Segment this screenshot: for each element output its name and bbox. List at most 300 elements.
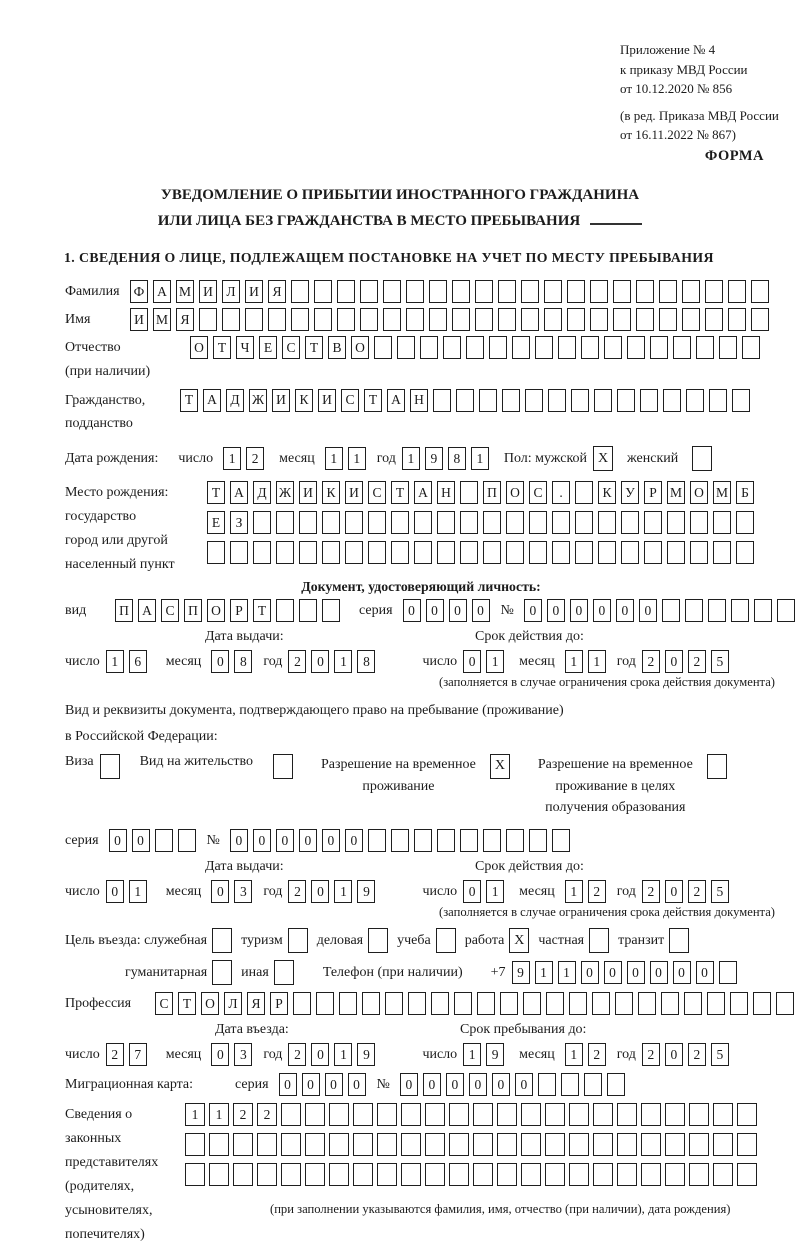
char-cell[interactable] [621, 511, 639, 534]
char-cell[interactable] [615, 992, 633, 1015]
char-cell[interactable] [575, 511, 593, 534]
char-cell[interactable] [401, 1103, 421, 1126]
char-cell-filled[interactable]: 5 [711, 650, 729, 673]
char-cell-filled[interactable]: В [328, 336, 346, 359]
char-cell-filled[interactable]: 0 [299, 829, 317, 852]
char-cell[interactable] [322, 511, 340, 534]
char-cell[interactable] [641, 1163, 661, 1186]
char-cell-filled[interactable]: 2 [688, 1043, 706, 1066]
char-cell[interactable] [207, 541, 225, 564]
female-checkbox[interactable] [692, 446, 712, 471]
char-cell-filled[interactable]: И [130, 308, 148, 331]
char-cell[interactable] [690, 511, 708, 534]
char-cell[interactable] [545, 1133, 565, 1156]
business-checkbox[interactable] [368, 928, 388, 953]
char-cell-filled[interactable]: М [153, 308, 171, 331]
char-cell[interactable] [521, 1163, 541, 1186]
char-cell-filled[interactable]: 1 [325, 447, 343, 470]
char-cell-filled[interactable]: 0 [581, 961, 599, 984]
char-cell-filled[interactable]: 0 [650, 961, 668, 984]
char-cell-filled[interactable]: 9 [357, 1043, 375, 1066]
char-cell-filled[interactable]: 2 [688, 880, 706, 903]
char-cell-filled[interactable]: 2 [246, 447, 264, 470]
char-cell-filled[interactable]: Д [253, 481, 271, 504]
char-cell[interactable] [521, 1103, 541, 1126]
char-cell-filled[interactable]: О [201, 992, 219, 1015]
char-cell-filled[interactable]: 0 [400, 1073, 418, 1096]
char-cell[interactable] [584, 1073, 602, 1096]
char-cell[interactable] [667, 541, 685, 564]
char-cell[interactable] [650, 336, 668, 359]
char-cell[interactable] [682, 280, 700, 303]
char-cell[interactable] [281, 1133, 301, 1156]
char-cell[interactable] [479, 389, 497, 412]
char-cell-filled[interactable]: 1 [334, 880, 352, 903]
char-cell-filled[interactable]: А [153, 280, 171, 303]
char-cell[interactable] [737, 1133, 757, 1156]
char-cell[interactable] [593, 1103, 613, 1126]
char-cell[interactable] [406, 280, 424, 303]
char-cell[interactable] [707, 992, 725, 1015]
char-cell[interactable] [641, 1103, 661, 1126]
char-cell[interactable] [604, 336, 622, 359]
char-cell[interactable] [673, 336, 691, 359]
char-cell-filled[interactable]: 8 [234, 650, 252, 673]
char-cell[interactable] [374, 336, 392, 359]
char-cell[interactable] [329, 1103, 349, 1126]
residence-permit-checkbox[interactable] [273, 754, 293, 779]
char-cell-filled[interactable]: 0 [403, 599, 421, 622]
char-cell[interactable] [362, 992, 380, 1015]
char-cell[interactable] [546, 992, 564, 1015]
char-cell[interactable] [728, 308, 746, 331]
char-cell-filled[interactable]: 5 [711, 880, 729, 903]
char-cell[interactable] [209, 1133, 229, 1156]
char-cell[interactable] [667, 511, 685, 534]
char-cell[interactable] [569, 992, 587, 1015]
char-cell[interactable] [529, 829, 547, 852]
char-cell[interactable] [185, 1133, 205, 1156]
char-cell-filled[interactable]: 1 [565, 1043, 583, 1066]
char-cell-filled[interactable]: П [483, 481, 501, 504]
char-cell[interactable] [506, 829, 524, 852]
char-cell-filled[interactable]: 1 [486, 650, 504, 673]
char-cell[interactable] [230, 541, 248, 564]
char-cell-filled[interactable]: 0 [325, 1073, 343, 1096]
char-cell-filled[interactable]: 1 [402, 447, 420, 470]
char-cell-filled[interactable]: 0 [253, 829, 271, 852]
char-cell[interactable] [329, 1133, 349, 1156]
char-cell[interactable] [502, 389, 520, 412]
char-cell[interactable] [545, 1103, 565, 1126]
char-cell-filled[interactable]: 0 [639, 599, 657, 622]
visa-checkbox[interactable] [100, 754, 120, 779]
char-cell[interactable] [337, 280, 355, 303]
char-cell[interactable] [209, 1163, 229, 1186]
char-cell[interactable] [449, 1133, 469, 1156]
char-cell[interactable] [593, 1163, 613, 1186]
char-cell[interactable] [538, 1073, 556, 1096]
char-cell-filled[interactable]: 8 [357, 650, 375, 673]
char-cell[interactable] [452, 308, 470, 331]
char-cell[interactable] [391, 511, 409, 534]
humanitarian-checkbox[interactable] [212, 960, 232, 985]
char-cell-filled[interactable]: 2 [233, 1103, 253, 1126]
char-cell[interactable] [431, 992, 449, 1015]
char-cell[interactable] [233, 1163, 253, 1186]
char-cell-filled[interactable]: А [230, 481, 248, 504]
char-cell-filled[interactable]: 0 [665, 880, 683, 903]
char-cell-filled[interactable]: Н [410, 389, 428, 412]
char-cell-filled[interactable]: 0 [616, 599, 634, 622]
char-cell[interactable] [360, 280, 378, 303]
char-cell-filled[interactable]: 0 [515, 1073, 533, 1096]
char-cell-filled[interactable]: А [203, 389, 221, 412]
char-cell-filled[interactable]: 1 [588, 650, 606, 673]
char-cell[interactable] [314, 308, 332, 331]
char-cell-filled[interactable]: С [282, 336, 300, 359]
char-cell[interactable] [353, 1133, 373, 1156]
char-cell[interactable] [460, 541, 478, 564]
char-cell[interactable] [383, 308, 401, 331]
char-cell[interactable] [385, 992, 403, 1015]
male-checkbox[interactable]: X [593, 446, 613, 471]
char-cell-filled[interactable]: 0 [696, 961, 714, 984]
char-cell[interactable] [575, 481, 593, 504]
char-cell-filled[interactable]: Я [176, 308, 194, 331]
char-cell-filled[interactable]: Т [207, 481, 225, 504]
char-cell[interactable] [590, 308, 608, 331]
char-cell[interactable] [613, 308, 631, 331]
char-cell[interactable] [728, 280, 746, 303]
char-cell[interactable] [696, 336, 714, 359]
char-cell-filled[interactable]: 1 [223, 447, 241, 470]
char-cell-filled[interactable]: Л [224, 992, 242, 1015]
official-checkbox[interactable] [212, 928, 232, 953]
char-cell-filled[interactable]: О [351, 336, 369, 359]
char-cell[interactable] [408, 992, 426, 1015]
char-cell[interactable] [569, 1133, 589, 1156]
char-cell[interactable] [709, 389, 727, 412]
char-cell-filled[interactable]: 1 [565, 650, 583, 673]
char-cell[interactable] [593, 1133, 613, 1156]
char-cell-filled[interactable]: 0 [469, 1073, 487, 1096]
char-cell[interactable] [425, 1133, 445, 1156]
char-cell[interactable] [736, 511, 754, 534]
char-cell[interactable] [483, 829, 501, 852]
char-cell-filled[interactable]: 1 [535, 961, 553, 984]
char-cell-filled[interactable]: 0 [673, 961, 691, 984]
char-cell-filled[interactable]: 9 [425, 447, 443, 470]
char-cell[interactable] [414, 511, 432, 534]
char-cell-filled[interactable]: 0 [524, 599, 542, 622]
char-cell-filled[interactable]: А [414, 481, 432, 504]
char-cell[interactable] [690, 541, 708, 564]
char-cell-filled[interactable]: 0 [593, 599, 611, 622]
char-cell-filled[interactable]: 2 [588, 1043, 606, 1066]
tourism-checkbox[interactable] [288, 928, 308, 953]
char-cell[interactable] [305, 1103, 325, 1126]
char-cell-filled[interactable]: 2 [288, 1043, 306, 1066]
char-cell-filled[interactable]: И [345, 481, 363, 504]
char-cell[interactable] [525, 389, 543, 412]
char-cell[interactable] [529, 541, 547, 564]
char-cell[interactable] [713, 1163, 733, 1186]
char-cell[interactable] [641, 1133, 661, 1156]
char-cell[interactable] [322, 599, 340, 622]
char-cell[interactable] [281, 1103, 301, 1126]
char-cell[interactable] [500, 992, 518, 1015]
char-cell[interactable] [708, 599, 726, 622]
char-cell[interactable] [475, 280, 493, 303]
char-cell-filled[interactable]: К [322, 481, 340, 504]
char-cell[interactable] [569, 1103, 589, 1126]
char-cell-filled[interactable]: 0 [348, 1073, 366, 1096]
char-cell[interactable] [544, 280, 562, 303]
char-cell[interactable] [754, 599, 772, 622]
char-cell-filled[interactable]: 2 [588, 880, 606, 903]
char-cell-filled[interactable]: С [155, 992, 173, 1015]
char-cell[interactable] [276, 511, 294, 534]
char-cell[interactable] [489, 336, 507, 359]
char-cell-filled[interactable]: О [690, 481, 708, 504]
char-cell-filled[interactable]: 1 [334, 650, 352, 673]
char-cell[interactable] [713, 511, 731, 534]
char-cell[interactable] [452, 280, 470, 303]
char-cell[interactable] [521, 1133, 541, 1156]
char-cell[interactable] [498, 308, 516, 331]
char-cell-filled[interactable]: П [115, 599, 133, 622]
char-cell[interactable] [268, 308, 286, 331]
char-cell[interactable] [293, 992, 311, 1015]
char-cell[interactable] [466, 336, 484, 359]
char-cell[interactable] [497, 1133, 517, 1156]
char-cell[interactable] [777, 599, 795, 622]
char-cell[interactable] [433, 389, 451, 412]
char-cell[interactable] [662, 599, 680, 622]
char-cell[interactable] [512, 336, 530, 359]
char-cell[interactable] [299, 511, 317, 534]
char-cell-filled[interactable]: 0 [279, 1073, 297, 1096]
char-cell[interactable] [661, 992, 679, 1015]
char-cell-filled[interactable]: 0 [604, 961, 622, 984]
char-cell[interactable] [590, 280, 608, 303]
char-cell-filled[interactable]: 0 [311, 880, 329, 903]
char-cell[interactable] [253, 541, 271, 564]
char-cell[interactable] [475, 308, 493, 331]
char-cell[interactable] [682, 308, 700, 331]
char-cell[interactable] [713, 1103, 733, 1126]
char-cell[interactable] [719, 336, 737, 359]
char-cell[interactable] [437, 541, 455, 564]
char-cell[interactable] [659, 308, 677, 331]
char-cell[interactable] [443, 336, 461, 359]
char-cell-filled[interactable]: И [299, 481, 317, 504]
char-cell[interactable] [561, 1073, 579, 1096]
char-cell[interactable] [437, 511, 455, 534]
char-cell[interactable] [592, 992, 610, 1015]
char-cell[interactable] [521, 308, 539, 331]
char-cell-filled[interactable]: 2 [688, 650, 706, 673]
char-cell[interactable] [360, 308, 378, 331]
char-cell-filled[interactable]: Ч [236, 336, 254, 359]
char-cell[interactable] [460, 481, 478, 504]
char-cell-filled[interactable]: И [272, 389, 290, 412]
char-cell-filled[interactable]: А [138, 599, 156, 622]
work-checkbox[interactable]: X [509, 928, 529, 953]
char-cell-filled[interactable]: Т [391, 481, 409, 504]
char-cell[interactable] [621, 541, 639, 564]
char-cell-filled[interactable]: 0 [426, 599, 444, 622]
char-cell[interactable] [686, 389, 704, 412]
char-cell[interactable] [569, 1163, 589, 1186]
char-cell[interactable] [636, 308, 654, 331]
char-cell[interactable] [663, 389, 681, 412]
char-cell-filled[interactable]: М [176, 280, 194, 303]
char-cell[interactable] [506, 511, 524, 534]
char-cell[interactable] [731, 599, 749, 622]
char-cell[interactable] [684, 992, 702, 1015]
char-cell[interactable] [545, 1163, 565, 1186]
char-cell[interactable] [425, 1103, 445, 1126]
char-cell[interactable] [689, 1133, 709, 1156]
char-cell[interactable] [751, 308, 769, 331]
char-cell[interactable] [730, 992, 748, 1015]
char-cell[interactable] [638, 992, 656, 1015]
char-cell-filled[interactable]: И [245, 280, 263, 303]
char-cell-filled[interactable]: 0 [570, 599, 588, 622]
char-cell-filled[interactable]: С [341, 389, 359, 412]
char-cell[interactable] [345, 541, 363, 564]
char-cell-filled[interactable]: 1 [334, 1043, 352, 1066]
char-cell-filled[interactable]: И [318, 389, 336, 412]
char-cell[interactable] [567, 308, 585, 331]
edu-permit-checkbox[interactable] [707, 754, 727, 779]
char-cell[interactable] [391, 829, 409, 852]
char-cell[interactable] [552, 541, 570, 564]
char-cell[interactable] [636, 280, 654, 303]
char-cell[interactable] [497, 1103, 517, 1126]
char-cell[interactable] [640, 389, 658, 412]
char-cell[interactable] [406, 308, 424, 331]
char-cell-filled[interactable]: Р [644, 481, 662, 504]
char-cell[interactable] [535, 336, 553, 359]
char-cell[interactable] [339, 992, 357, 1015]
char-cell[interactable] [353, 1103, 373, 1126]
char-cell[interactable] [414, 541, 432, 564]
char-cell-filled[interactable]: Ж [249, 389, 267, 412]
char-cell-filled[interactable]: 0 [449, 599, 467, 622]
char-cell[interactable] [705, 280, 723, 303]
char-cell[interactable] [377, 1133, 397, 1156]
char-cell[interactable] [737, 1163, 757, 1186]
char-cell[interactable] [665, 1103, 685, 1126]
char-cell-filled[interactable]: 0 [463, 880, 481, 903]
char-cell[interactable] [473, 1103, 493, 1126]
char-cell[interactable] [368, 541, 386, 564]
char-cell[interactable] [776, 992, 794, 1015]
char-cell-filled[interactable]: Н [437, 481, 455, 504]
char-cell[interactable] [613, 280, 631, 303]
char-cell-filled[interactable]: Е [259, 336, 277, 359]
char-cell-filled[interactable]: 0 [311, 650, 329, 673]
char-cell[interactable] [558, 336, 576, 359]
char-cell[interactable] [368, 511, 386, 534]
char-cell-filled[interactable]: 0 [665, 650, 683, 673]
char-cell-filled[interactable]: 1 [209, 1103, 229, 1126]
char-cell[interactable] [345, 511, 363, 534]
temp-permit-checkbox[interactable]: X [490, 754, 510, 779]
char-cell-filled[interactable]: 0 [345, 829, 363, 852]
char-cell[interactable] [594, 389, 612, 412]
char-cell[interactable] [449, 1103, 469, 1126]
char-cell-filled[interactable]: Ф [130, 280, 148, 303]
char-cell[interactable] [291, 308, 309, 331]
char-cell-filled[interactable]: 0 [109, 829, 127, 852]
char-cell-filled[interactable]: Т [178, 992, 196, 1015]
char-cell-filled[interactable]: С [161, 599, 179, 622]
char-cell[interactable] [257, 1163, 277, 1186]
char-cell-filled[interactable]: . [552, 481, 570, 504]
char-cell-filled[interactable]: 1 [129, 880, 147, 903]
char-cell-filled[interactable]: 2 [642, 1043, 660, 1066]
char-cell-filled[interactable]: Т [213, 336, 231, 359]
char-cell[interactable] [689, 1163, 709, 1186]
char-cell-filled[interactable]: Д [226, 389, 244, 412]
char-cell-filled[interactable]: О [190, 336, 208, 359]
char-cell-filled[interactable]: М [667, 481, 685, 504]
char-cell-filled[interactable]: К [598, 481, 616, 504]
char-cell-filled[interactable]: 0 [665, 1043, 683, 1066]
char-cell[interactable] [548, 389, 566, 412]
char-cell[interactable] [751, 280, 769, 303]
char-cell[interactable] [617, 1133, 637, 1156]
char-cell[interactable] [281, 1163, 301, 1186]
char-cell[interactable] [473, 1133, 493, 1156]
char-cell[interactable] [737, 1103, 757, 1126]
char-cell-filled[interactable]: 3 [234, 880, 252, 903]
char-cell-filled[interactable]: 0 [230, 829, 248, 852]
char-cell[interactable] [155, 829, 173, 852]
char-cell[interactable] [414, 829, 432, 852]
char-cell[interactable] [497, 1163, 517, 1186]
char-cell-filled[interactable]: Я [268, 280, 286, 303]
char-cell[interactable] [627, 336, 645, 359]
char-cell[interactable] [185, 1163, 205, 1186]
char-cell[interactable] [617, 1103, 637, 1126]
char-cell-filled[interactable]: А [387, 389, 405, 412]
char-cell-filled[interactable]: 1 [486, 880, 504, 903]
char-cell[interactable] [659, 280, 677, 303]
char-cell-filled[interactable]: 0 [106, 880, 124, 903]
char-cell-filled[interactable]: 6 [129, 650, 147, 673]
other-checkbox[interactable] [274, 960, 294, 985]
char-cell-filled[interactable]: 9 [357, 880, 375, 903]
char-cell-filled[interactable]: 0 [302, 1073, 320, 1096]
char-cell-filled[interactable]: 3 [234, 1043, 252, 1066]
char-cell[interactable] [473, 1163, 493, 1186]
char-cell[interactable] [337, 308, 355, 331]
char-cell-filled[interactable]: Ж [276, 481, 294, 504]
char-cell-filled[interactable]: 1 [106, 650, 124, 673]
char-cell[interactable] [401, 1133, 421, 1156]
char-cell[interactable] [617, 1163, 637, 1186]
char-cell[interactable] [425, 1163, 445, 1186]
char-cell-filled[interactable]: 0 [492, 1073, 510, 1096]
char-cell-filled[interactable]: 1 [558, 961, 576, 984]
char-cell[interactable] [353, 1163, 373, 1186]
char-cell[interactable] [291, 280, 309, 303]
